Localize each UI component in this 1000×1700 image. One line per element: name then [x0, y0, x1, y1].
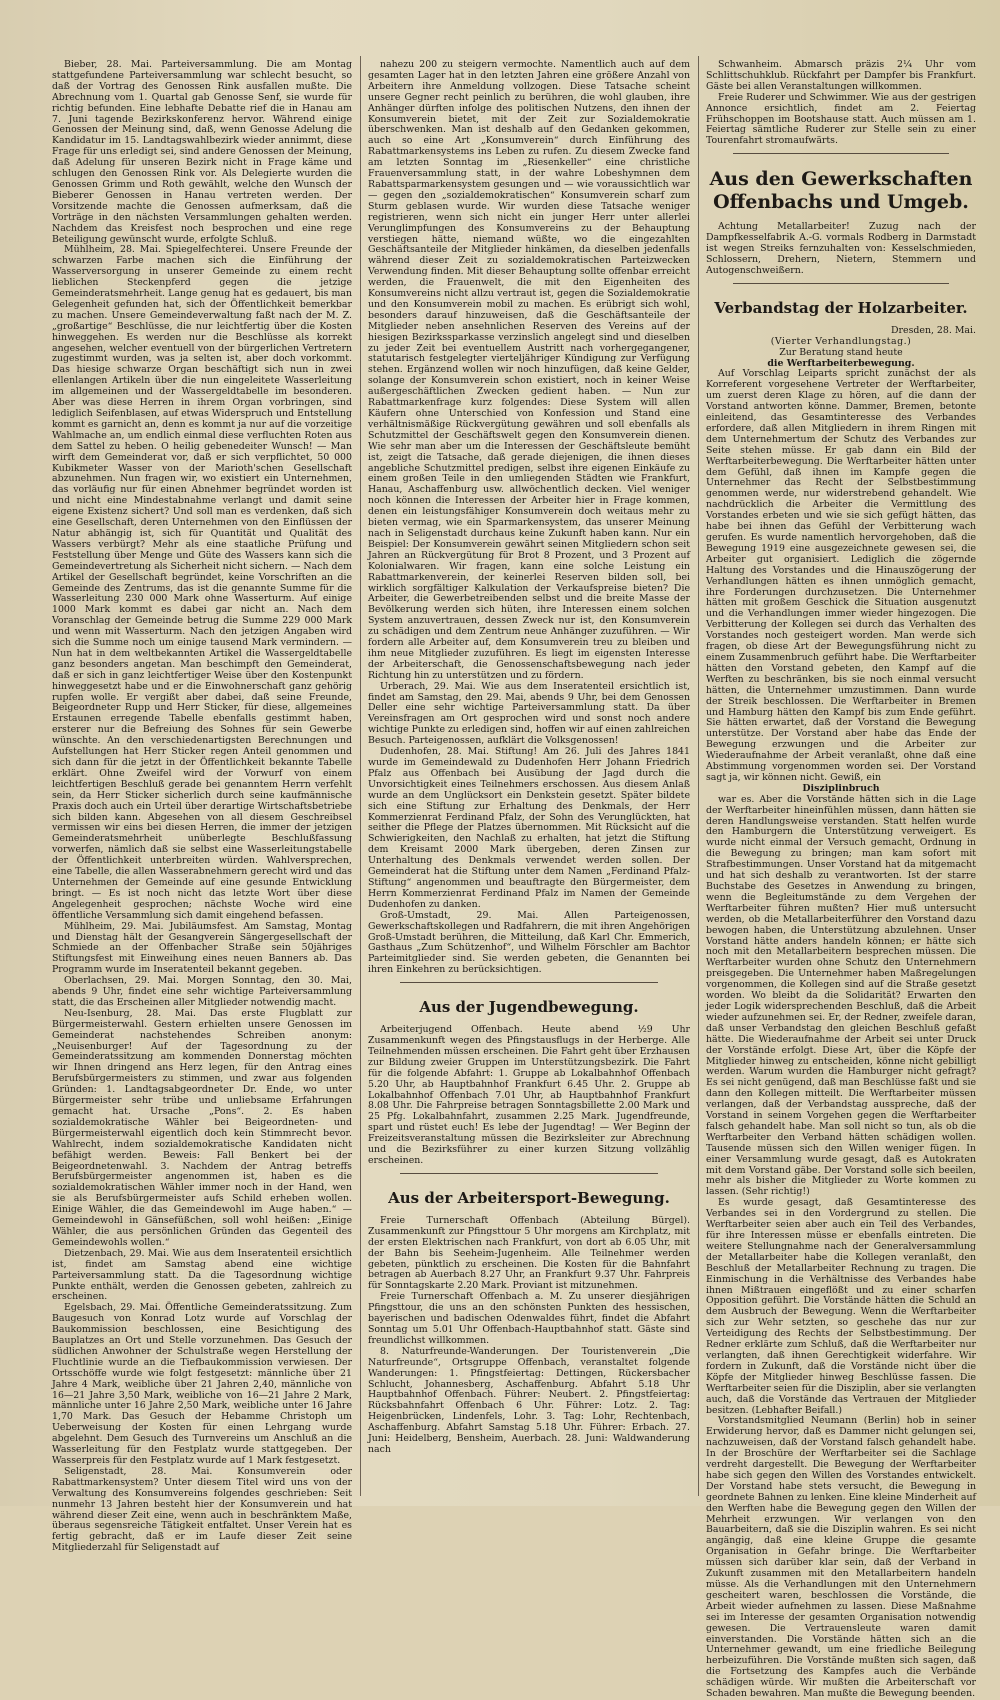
article-oberlachsen: Oberlachsen, 29. Mai. Morgen Sonntag, den 30. Mai, abends 9 Uhr, findet eine sehr wichtige Parteiversammlung statt, die das Erscheinen aller Mitglieder notwendig macht.: [52, 975, 352, 1008]
article-verbandstag-part2: war es. Aber die Vorstände hätten sich in die Lage der Werftarbeiter hineinfühlen müssen, dann hätten sie deren Handlungsweise verstanden. Statt helfen wurde den Hamburgern die Unterstützung verweigert. Es wurde nicht einmal der Versuch gemacht, Ordnung in die Bewegung zu bringen; man kam sofort mit Strafbestimmungen. Unser Vorstand hat da mitgemacht und hat sich deshalb zu verantworten. Ist der starre Buchstabe des Gesetzes in Anwendung zu bringen, wenn die Begleitumstände zu dem Vergehen der Werftarbeiter führen mußten? Hier muß untersucht werden, ob die Metallarbeiterführer den Vorstand dazu bewogen haben, die Unterstützung abzulehnen. Unser Vorstand hätte anders handeln können; er hätte sich noch mit den Metallarbeitern besprechen müssen. Die Werftarbeiter wurden ohne Schutz den Unternehmern preisgegeben. Die Unternehmer haben Maßregelungen vorgenommen, die Kollegen sind auf die Straße gesetzt worden. Wo bleibt da die Solidarität? Erwarten den jeder Logik widersprechenden Beschluß, daß die Arbeit wieder aufzunehmen sei. Er, der Redner, zweifele daran, daß unser Verbandstag den gleichen Beschluß gefaßt hätte. Die Wiederaufnahme der Arbeit sei unter Druck der Vorstände erfolgt. Diese Art, über die Köpfe der Mitglieder hinweg zu entscheiden, könne nicht gebilligt werden. Warum wurden die Hamburger nicht gefragt? Es sei nicht genügend, daß man Beschlüsse faßt und sie dann den Kollegen mitteilt. Die Werftarbeiter müssen verlangen, daß der Verbandstag ausspreche, daß der Vorstand in seinem Vorgehen gegen die Werftarbeiter falsch gehandelt habe. Man soll nicht so tun, als ob die Werftarbeiter den Verband hätten schädigen wollen. Tausende müssen sich den Willen weniger fügen. In einer Versammlung wurde gesagt, daß es Autokraten mit dem Vorstand gäbe. Der Vorstand solle sich beeilen, mehr als bisher die Mitglieder zu Worte kommen zu lassen. (Sehr richtig!): [706, 793, 976, 1198]
column-rule: [698, 56, 699, 1496]
section-divider: [400, 1173, 658, 1174]
section-heading-arbeitersport: Aus der Arbeitersport-Bewegung.: [388, 1188, 670, 1207]
subheading-verhandlungstag: (Vierter Verhandlungstag.): [770, 335, 912, 347]
article-schwanheim: Schwanheim. Abmarsch präzis 2¼ Uhr vom Schlittschuhklub. Rückfahrt per Dampfer bis Frankfurt. Gäste bei allen Veranstaltungen willkommen.: [706, 59, 976, 92]
article-gross-umstadt: Groß-Umstadt, 29. Mai. Allen Parteigenossen, Gewerkschaftskollegen und Radfahrern, die mit ihren Angehörigen Groß-Umstadt berühren, die Mitteilung, daß Karl Chr. Emmerich, Gasthaus „Zum Schützenhof“, und Wilhelm Förschler am Bachtor Parteimitglieder sind. Sie werden gebeten, die Genannten bei ihren Einkehren zu berücksichtigen.: [368, 909, 690, 976]
column-rule: [360, 56, 361, 1496]
article-urberach: Urberach, 29. Mai. Wie aus dem Inseratenteil ersichtlich ist, findet am Samstag, den 29. Mai, abends 9 Uhr, bei dem Genossen Deller eine sehr wichtige Parteiversammlung statt. Da über Vereinsfragen am Ort gesprochen wird und sonst noch andere wichtige Punkte zu erledigen sind, hoffen wir auf einen zahlreichen Besuch. Parteigenossen, aufklärt die Volksgenossen!: [368, 680, 690, 747]
article-turnerschaft-offenbach: Freie Turnerschaft Offenbach a. M. Zu unserer diesjährigen Pfingsttour, die uns an den schönsten Punkten des hessischen, bayerischen und badischen Odenwaldes führt, findet die Abfahrt Sonntag um 5.01 Uhr Offenbach-Hauptbahnhof statt. Gäste sind freundlichst willkommen.: [368, 1291, 690, 1346]
article-seligenstadt: Seligenstadt, 28. Mai. Konsumverein oder Rabattmarkensystem? Unter diesem Titel wird uns von der Verwaltung des Konsumvereins folgendes geschrieben: Seit nunmehr 13 Jahren besteht hier der Konsumverein und hat während dieser Zeit eine, wenn auch in beschränktem Maße, überaus segensreiche Tätigkeit entfaltet. Unser Verein hat es fertig gebracht, daß er im Laufe dieser Zeit seine Mitgliederzahl für Seligenstadt auf: [52, 1465, 352, 1554]
subheading-disziplinbruch: Disziplinbruch: [802, 782, 880, 794]
column-3: [706, 59, 976, 1700]
section-heading-jugendbewegung: Aus der Jugendbewegung.: [419, 998, 639, 1017]
article-verbandstag-part4: Vorstandsmitglied Neumann (Berlin) hob in seiner Erwiderung hervor, daß es Dammer nicht gelungen sei, nachzuweisen, daß der Vorstand falsch gehandelt habe. In der Broschüre der Werftarbeiter sei die Sachlage verdreht dargestellt. Die Bewegung der Werftarbeiter habe sich gegen den Willen des Vorstandes entwickelt. Der Vorstand habe stets versucht, die Bewegung in geordnete Bahnen zu lenken. Eine kleine Minderheit auf den Werften habe die Bewegung gegen den Willen der Mehrheit erzwungen. Wir verlangen von den Bauarbeitern, daß sie die Disziplin wahren. Es sei nicht angängig, daß eine kleine Gruppe die gesamte Organisation in Gefahr bringe. Die Werftarbeiter müssen sich darüber klar sein, daß der Verband in Zukunft zusammen mit den Metallarbeitern handeln müsse. Als die Verhandlungen mit den Unternehmern gescheitert waren, beschlossen die Vorstände, die Arbeit wieder aufnehmen zu lassen. Diese Maßnahme sei im Interesse der gesamten Organisation notwendig gewesen. Die Vertrauensleute waren damit einverstanden. Die Vorstände hätten sich an die Unternehmer gewandt, um eine friedliche Beilegung herbeizuführen. Die Vorstände mußten sich sagen, daß die Fortsetzung des Kampfes auch die Verbände schädigen würde. Wir mußten die Arbeiterschaft vor Schaden bewahren. Man mußte die Bewegung beenden.: [706, 1415, 976, 1700]
article-muehlheim-spiegelfechterei: Mühlheim, 28. Mai. Spiegelfechterei. Unsere Freunde der schwarzen Farbe machen sich die Einführung der Wasserversorgung in unserer Gemeinde zu einem recht lieblichen Steckenpferd gegen die jetzige Gemeinderatsmehrheit. Lange genug hat es gedauert, bis man Gelegenheit gefunden hat, sich der Öffentlichkeit bemerkbar zu machen. Unsere Gemeindeverwaltung faßt nach der M. Z. „großartige“ Beschlüsse, die nur leichtfertig über die Kosten hinweggehen. Es werden nur die Beschlüsse als korrekt angesehen, welcher eventuell von der bürgerlichen Vertretern zugestimmt wurden, was ja selten ist, aber doch vorkommt. Das hiesige schwarze Organ beschäftigt sich nun in zwei ellenlangen Artikeln über die nun eingeleitete Wasserleitung im allgemeinen und der Wassergeldtabelle im besonderen. Aber was diese Herren in ihrem Organ vorbringen, sind lediglich Seifenblasen, auf etwas Widerspruch und Entstellung kommt es garnicht an, denn es kommt ja nur auf die vorzeitige Wahlmache an, um endlich einmal diese verfluchten Roten aus dem Sattel zu heben. O heilig gebenedeiter Wunsch! — Man wirft dem Gemeinderat vor, daß er sich verpflichtet, 50 000 Kubikmeter Wasser von der Marioth'schen Gesellschaft abzunehmen. Nun fragen wir, wo existiert ein Unternehmen, das vorläufig nur für einen Abnehmer begründet worden ist und nicht eine Mindestabnahme verlangt und damit seine eigene Existenz sichert? Und soll man es verdenken, daß sich eine Gesellschaft, deren Unternehmen von den Einflüssen der Natur abhängig ist, sich für Quantität und Qualität des Wassers verbürgt? Mehr als eine staatliche Prüfung und Feststellung über Menge und Güte des Wassers kann sich die Gemeindevertretung als Sicherheit nicht sichern. — Nach dem Artikel der Gesellschaft begründet, keine Vorschriften an die Gemeinde des Zentrums, das ist die genannte Summe für die Wasserleitung 230 000 Mark ohne Wasserturm. Auf einige 1000 Mark kommt es dabei gar nicht an. Nach dem Voranschlag der Gemeinde betrug die Summe 229 000 Mark und wenn mit Wasserturm. Nach den jetzigen Angaben wird sich die Summe noch um einige tausend Mark vermindern. — Nun hat in dem weltbekannten Artikel die Wassergeldtabelle ganz besonders angetan. Man beschimpft den Gemeinderat, daß er sich in ganz leichtfertiger Weise über den Kostenpunkt hinweggesetzt habe und er die Einwohnerschaft ganz gehörig rupfen wolle. Er vergißt aber dabei, daß seine Freunde, Beigeordneter Rupp und Herr Sticker, für diese, allgemeines Erstaunen erregende Tabelle ebenfalls gestimmt haben, ersterer nur die Befreiung des Sohnes für sein Gewerbe wünschte. An den verschiedenartigsten Berechnungen und Aufstellungen hat Herr Sticker regen Anteil genommen und sich dann für die jetzt in der Öffentlichkeit bekannte Tabelle erklärt. Ohne Zweifel wird der Vorwurf von einem leichtfertigen Beschluß gerade bei genanntem Herrn verfehlt sein, da Herr Sticker sicherlich durch seine kaufmännische Praxis doch auch ein Urteil über derartige Wirtschaftsbetriebe sich bilden kann. Abgesehen von all diesem Geschreibsel vermissen wir eins bei diesen Herren, die immer der jetzigen Gemeinderatsmehrheit unüberlegte Beschlußfassung vorwerfen, nämlich daß sie selbst eine Wasserleitungstabelle der Öffentlichkeit unterbreiten würden. Wahlversprechen, eine Tabelle, die allen Wasserabnehmern gerecht wird und das Unternehmen der Gemeinde auf eine gesunde Entwicklung bringt. — Es ist noch nicht das letzte Wort über diese Angelegenheit gesprochen; nächste Woche wird eine öffentliche Versammlung sich damit eingehend befassen.: [52, 244, 352, 921]
article-muehlheim-jubilaeum: Mühlheim, 29. Mai. Jubiläumsfest. Am Samstag, Montag und Dienstag hält der Gesangverein Sängergesellschaft der Schmiede an der Offenbacher Straße sein 50jähriges Stiftungsfest mit Einweihung eines neuen Banners ab. Das Programm wurde im Inseratenteil bekannt gegeben.: [52, 920, 352, 976]
section-divider: [400, 982, 658, 983]
article-neu-isenburg: Neu-Isenburg, 28. Mai. Das erste Flugblatt zur Bürgermeisterwahl. Gestern erhielten unsere Genossen im Gemeinderat nachstehendes Schreiben anonym: „Neuisenburger! Auf der Tagesordnung zu der Gemeinderatssitzung am kommenden Donnerstag möchten wir Ihnen dringend ans Herz legen, für den Antrag eines Berufsbürgermeisters zu stimmen, und zwar aus folgenden Gründen: 1. Landtagsabgeordneter Dr. Ende, wo unter Bürgermeister sehr trübe und unliebsame Erfahrungen gemacht hat. Ursache „Pons“. 2. Es haben sozialdemokratische Wähler bei Beigeordneten- und Bürgermeisterwahl eigentlich doch kein Stimmrecht bevor. Wahlrecht, indem sozialdemokratische Kandidaten nicht befähigt werden. Beweis: Fall Benkert bei der Beigeordnetenwahl. 3. Nachdem der Antrag betreffs Berufsbürgermeister angenommen ist, haben es die sozialdemokratischen Wähler immer noch in der Hand, wen sie als Berufsbürgermeister aufs Schild erheben wollen. Einige Wähler, die das Gemeindewohl im Auge haben.“ — Gemeindewohl in Gänsefüßchen, soll wohl heißen: „Einige Wähler, die aus persönlichen Gründen das Gegenteil des Gemeindewohls wollen.“: [52, 1007, 352, 1248]
dateline: Dresden, 28. Mai.: [891, 324, 976, 336]
article-arbeiterjugend: Arbeiterjugend Offenbach. Heute abend ½9 Uhr Zusammenkunft wegen des Pfingstausflugs in der Herberge. Alle Teilnehmenden müssen erscheinen. Die Fahrt geht über Erzhausen zur Bildung zweier Gruppen im Unterstützungsbezirk. Die Fahrt für die folgende Abfahrt: 1. Gruppe ab Lokalbahnhof Offenbach 5.20 Uhr, ab Hauptbahnhof Frankfurt 6.45 Uhr. 2. Gruppe ab Lokalbahnhof Offenbach 7.01 Uhr, ab Hauptbahnhof Frankfurt 8.08 Uhr. Die Fahrpreise betragen Sonntagsbillette 2.00 Mark und 25 Pfg. Lokalbahnfahrt, zusammen 2.25 Mark. Jugendfreunde, spart und rüstet euch! Es lebe der Jugendtag! — Wer Beginn der Freizeitsveranstaltung müssen die Bezirksleiter zur Abrechnung und die Bezirksführer zu einer kurzen Sitzung vollzählig erscheinen.: [368, 1024, 690, 1166]
article-verbandstag-part1: Auf Vorschlag Leiparts spricht zunächst der als Korreferent vorgesehene Vertreter der Werftarbeiter, um zuerst deren Klage zu hören, auf die dann der Vorstand antworten könne. Dammer, Bremen, betonte einleitend, das Gesamtinteresse des Verbandes erfordere, daß allen Mitgliedern in ihrem Ringen mit dem Unternehmertum der Schutz des Verbandes zur Seite stehen müsse. Er gab dann ein Bild der Werftarbeiterbewegung. Die Werftarbeiter hätten unter dem Gefühl, daß ihnen im Kampfe gegen die Unternehmer das Recht der Selbstbestimmung genommen werde, nur widerstrebend gehandelt. Wie nachdrücklich die Arbeiter die Vermittlung des Vorstandes erbeten und wie sie sich gefügt hätten, das habe bei ihnen das Gefühl der Verbitterung wach gerufen. Es wurde namentlich hervorgehoben, daß die Bewegung 1919 eine ausgezeichnete gewesen sei, die Arbeiter gut organisiert. Lediglich die zögernde Haltung des Vorstandes und die Hinauszögerung der Verhandlungen hätten es ihnen unmöglich gemacht, ihre Forderungen durchzusetzen. Die Unternehmer hätten mit großem Geschick die Situation ausgenutzt und die Verhandlungen immer wieder hingezogen. Die Verbitterung der Kollegen sei durch das Verhalten des Vorstandes noch gesteigert worden. Man werde sich fragen, ob diese Art der Bewegungsführung nicht zu einem Zusammenbruch geführt habe. Die Werftarbeiter hätten den Vorstand gebeten, den Kampf auf die Werften zu beschränken, bis sie noch einmal versucht hätten, die Unternehmer umzustimmen. Dann wurde der Streik beschlossen. Die Werftarbeiter in Bremen und Hamburg hätten den Kampf bis zum Ende geführt. Sie hätten erwartet, daß der Vorstand die Bewegung unterstütze. Der Vorstand aber habe das Ende der Bewegung erzwungen und die Arbeiter zur Wiederaufnahme der Arbeit veranlaßt, ohne daß eine Abstimmung vorgenommen worden sei. Der Vorstand sagt ja, wir können nicht. Gewiß, ein: [706, 368, 976, 783]
subheading-beratung: Zur Beratung stand heute: [779, 346, 903, 358]
article-bieber: Bieber, 28. Mai. Parteiversammlung. Die am Montag stattgefundene Parteiversammlung war schlecht besucht, so daß der Vortrag des Genossen Rink ausfallen mußte. Die Abrechnung vom 1. Quartal gab Genosse Senf, sie wurde für richtig befunden. Eine lebhafte Debatte rief die in Hanau am 7. Juni tagende Bezirkskonferenz hervor. Während einige Genossen der Meinung sind, daß, wenn Genosse Adelung die Kandidatur im 15. Landtagswahlbezirk wieder annimmt, diese Frage für uns erledigt sei, sind andere Genossen der Meinung, daß Adelung für unseren Bezirk nicht in Frage käme und schlugen den Genossen Rink vor. Als Delegierte wurden die Genossen Grimm und Roth gewählt, welche den Wunsch der Bieberer Genossen in Hanau vertreten werden. Der Vorsitzende machte die Genossen aufmerksam, daß die Vorträge in den nächsten Versammlungen gehalten werden. Nachdem das Kreisfest noch besprochen und eine rege Beteiligung gewünscht wurde, erfolgte Schluß.: [52, 59, 352, 245]
article-ruderer: Freie Ruderer und Schwimmer. Wie aus der gestrigen Annonce ersichtlich, findet am 2. Feiertag Frühschoppen im Bootshause statt. Auch müssen am 1. Feiertag sämtliche Ruderer zur Stelle sein zu einer Tourenfahrt stromaufwärts.: [706, 91, 976, 147]
article-naturfreunde: 8. Naturfreunde-Wanderungen. Der Touristenverein „Die Naturfreunde“, Ortsgruppe Offenbach, veranstaltet folgende Wanderungen: 1. Pfingstfeiertag: Dettingen, Rückersbacher Schlucht, Johannesberg, Aschaffenburg. Abfahrt 5.18 Uhr Hauptbahnhof Offenbach. Führer: Neubert. 2. Pfingstfeiertag: Rücksbahnfahrt Offenbach 6 Uhr. Führer: Lotz. 2. Tag: Heigenbrücken, Lindenfels, Lohr. 3. Tag: Lohr, Rechtenbach, Aschaffenburg. Abfahrt Samstag 5.18 Uhr. Führer: Erbach. 27. Juni: Heidelberg, Bensheim, Auerbach. 28. Juni: Waldwanderung nach: [368, 1345, 690, 1455]
article-verbandstag-part3: Es wurde gesagt, daß Gesamtinteresse des Verbandes sei in den Vordergrund zu stellen. Die Werftarbeiter seien aber auch ein Teil des Verbandes, für ihre Interessen müsse er ebenfalls eintreten. Die weitere Stellungnahme nach der Generalversammlung der Metallarbeiter habe die Kollegen veranlaßt, den Beschluß der Metallarbeiter Rechnung zu tragen. Die Einmischung in die Verhältnisse des Verbandes habe ihnen Mißtrauen eingeflößt und zu einer scharfen Opposition geführt. Die Vorstände hätten die Schuld an dem Ausbruch der Bewegung. Wenn die Werftarbeiter sich zur Wehr setzten, so geschehe das nur zur Verteidigung des Rechts der Selbstbestimmung. Der Redner erklärte zum Schluß, daß die Werftarbeiter nur verlangten, daß ihnen Gerechtigkeit widerfahre. Wir fordern in Zukunft, daß die Vorstände nicht über die Köpfe der Mitglieder hinweg Beschlüsse fassen. Die Werftarbeiter seien für die Disziplin, aber sie verlangten auch, daß die Vorstände das Vertrauen der Mitglieder besitzen. (Lebhafter Beifall.): [706, 1197, 976, 1416]
section-divider: [733, 283, 949, 284]
subheading-werftarbeiterbewegung: die Werftarbeiterbewegung.: [767, 357, 915, 369]
column-2: [368, 60, 690, 1490]
section-heading-gewerkschaften: Aus den Gewerkschaften Offenbachs und Umgeb.: [709, 168, 973, 214]
section-divider: [733, 153, 949, 154]
column-1: [52, 59, 352, 1554]
article-egelsbach: Egelsbach, 29. Mai. Öffentliche Gemeinderatssitzung. Zum Baugesuch von Konrad Lotz wurde auf Vorschlag der Baukommission beschlossen, eine Besichtigung des Bauplatzes an Ort und Stelle vorzunehmen. Das Gesuch der südlichen Anwohner der Schulstraße wegen Herstellung der Fluchtlinie wurde an die Tiefbaukommission verwiesen. Der Ortsschöffe wurde wie folgt festgesetzt: männliche über 21 Jahre 4 Mark, weibliche über 21 Jahren 2,40, männliche von 16—21 Jahre 3,50 Mark, weibliche von 16—21 Jahre 2 Mark, männliche unter 16 Jahre 2,50 Mark, weibliche unter 16 Jahre 1,70 Mark. Das Gesuch der Hebamme Christoph um Ueberweisung der Kosten für einen Lehrgang wurde abgelehnt. Dem Gesuch des Turnvereins um Anschluß an die Wasserleitung für den Festplatz wurde stattgegeben. Der Wasserpreis für den Festplatz wurde auf 1 Mark festgesetzt.: [52, 1302, 352, 1466]
article-dudenhofen: Dudenhofen, 28. Mai. Stiftung! Am 26. Juli des Jahres 1841 wurde im Gemeindewald zu Dudenhofen Herr Johann Friedrich Pfalz aus Offenbach bei Ausübung der Jagd durch die Unvorsichtigkeit eines Teilnehmers erschossen. Aus diesem Anlaß wurde an dem Unglücksort ein Denkstein gesetzt. Später bildete sich eine Stiftung zur Erhaltung des Denkmals, der Herr Kommerzienrat Ferdinand Pfalz, der Sohn des Verunglückten, hat seither die Pflege der Platzes übernommen. Mit Rücksicht auf die Schwierigkeiten, den Nachlaß zu erhalten, hat jetzt die Stiftung dem Kreisamt 2000 Mark übergeben, deren Zinsen zur Unterhaltung des Denkmals verwendet werden sollen. Der Gemeinderat hat die Stiftung unter dem Namen „Ferdinand Pfalz-Stiftung“ angenommen und beauftragte den Bürgermeister, dem Herrn Kommerzienrat Ferdinand Pfalz im Namen der Gemeinde Dudenhofen zu danken.: [368, 746, 690, 910]
article-seligenstadt-continued: nahezu 200 zu steigern vermochte. Namentlich auch auf dem gesamten Lager hat in den letzten Jahren eine größere Anzahl von Arbeitern ihre Anmeldung vollzogen. Diese Tatsache scheint unsere Gegner recht peinlich zu berühren, die wohl glauben, ihre Anhänger dürften infolge des politischen Nutzens, den ihnen der Konsumverein bietet, mit der Zeit zur Sozialdemokratie überschwenken. Man ist deshalb auf den Gedanken gekommen, auch so eine Art „Konsumverein“ durch Einführung des Rabattmarkensystems ins Leben zu rufen. Zu diesem Zwecke fand am letzten Sonntag im „Riesenkeller“ eine christliche Frauenversammlung statt, in der wahre Lobeshymnen dem Rabattsparmarkensystem gesungen und — wie voraussichtlich war — gegen den „sozialdemokratischen“ Konsumverein scharf zum Sturm geblasen wurde. Wir wurden diese Tatsache weniger registrieren, wenn sich nicht ein junger Herr unter allerlei Verunglimpfungen des Konsumvereins zu der Behauptung verstiegen hätte, niemand wüßte, wo die eingezahlten Geschäftsanteile der Mitglieder hinkämen, da dieselben jedenfalls während dieser Zeit zu sozialdemokratischen Parteizwecken Verwendung finden. Mit dieser Behauptung sollte offenbar erreicht werden, die Frauenwelt, die mit den Eigenheiten des Konsumvereins nicht allzu vertraut ist, gegen die Sozialdemokratie und den Konsumverein mobil zu machen. Es erübrigt sich wohl, besonders darauf hinzuweisen, daß die Geschäftsanteile der Mitglieder neben ansehnlichen Reserven des Vereins auf der hiesigen Bezirkssparkasse verzinslich angelegt sind und dieselben zu jeder Zeit bei eventuellem Austritt nach vorhergegangener, statutarisch festgelegter vierteljähriger Kündigung zur Verfügung stehen. Ergänzend wollen wir noch hinzufügen, daß keine Gelder, solange der Konsumverein schon existiert, noch in keiner Weise außergeschäftlichen Zwecken gedient haben. — Nun zur Rabattmarkenfrage kurz folgendes: Diese System will allen Käufern ohne Unterschied von Konfession und Stand eine verhältnismäßige Rückvergütung gewähren und soll ebenfalls als Schutzmittel der Geschäftswelt gegen den Konsumverein dienen. Wie sehr man aber um die Interessen der Geschäftsleute bemüht ist, zeigt die Tatsache, daß gerade diejenigen, die ihnen dieses angebliche Schutzmittel predigen, selbst ihre eigenen Einkäufe zu einem großen Teile in den umliegenden Städten wie Frankfurt, Hanau, Aschaffenburg usw. allwöchentlich decken. Viel weniger noch können die Interessen der Arbeiter hier in Frage kommen, denen ein leistungsfähiger Konsumverein doch weitaus mehr zu bieten vermag, wie ein Sparmarkensystem, das unserer Meinung nach in Seligenstadt durchaus keine Zukunft haben kann. Nur ein Beispiel: Der Konsumverein gewährt seinen Mitgliedern schon seit Jahren an Rückvergütung für Brot 8 Prozent, und 3 Prozent auf Kolonialwaren. Wir fragen, kann eine solche Leistung ein Rabattmarkenverein, der keinerlei Reserven bilden soll, bei wirklich sorgfältiger Kalkulation der Verkaufspreise bieten? Die Arbeiter, die Gewerbetreibenden selbst und die breite Masse der Bevölkerung werden sich hüten, ihre Interessen einem solchen System anzuvertrauen, dessen Zweck nur ist, den Konsumverein zu schädigen und dem Zentrum neue Anhänger zuzuführen. — Wir fordern alle Arbeiter auf, dem Konsumverein treu zu bleiben und ihm neue Mitglieder zuzuführen. Es liegt im eigensten Interesse der Arbeiterschaft, die Genossenschaftsbewegung nach jeder Richtung hin zu unterstützen und zu fördern.: [368, 59, 690, 681]
article-heading-verbandstag: Verbandstag der Holzarbeiter.: [714, 298, 968, 317]
article-metallarbeiter: Achtung Metallarbeiter! Zuzug nach der Dampfkesselfabrik A.-G. vormals Rodberg in Darmstadt ist wegen Streiks fernzuhalten von: Kesselschmieden, Schlossern, Drehern, Nietern, Stemmern und Autogenschweißern.: [706, 221, 976, 276]
article-dietzenbach: Dietzenbach, 29. Mai. Wie aus dem Inseratenteil ersichtlich ist, findet am Samstag abend eine wichtige Parteiversammlung statt. Da die Tagesordnung wichtige Punkte enthält, werden die Genossen gebeten, zahlreich zu erscheinen.: [52, 1247, 352, 1303]
article-turnerschaft-buergel: Freie Turnerschaft Offenbach (Abteilung Bürgel). Zusammenkunft zur Pfingsttour 5 Uhr morgens am Kirchplatz, mit der ersten Elektrischen nach Frankfurt, von dort ab 6.05 Uhr, mit der Bahn bis Seeheim-Jugenheim. Alle Teilnehmer werden gebeten, pünktlich zu erscheinen. Die Kosten für die Bahnfahrt betragen ab Auerbach 8.27 Uhr, an Frankfurt 9.37 Uhr. Fahrpreis für Sonntagskarte 2.20 Mark. Proviant ist mitzunehmen.: [368, 1214, 690, 1292]
